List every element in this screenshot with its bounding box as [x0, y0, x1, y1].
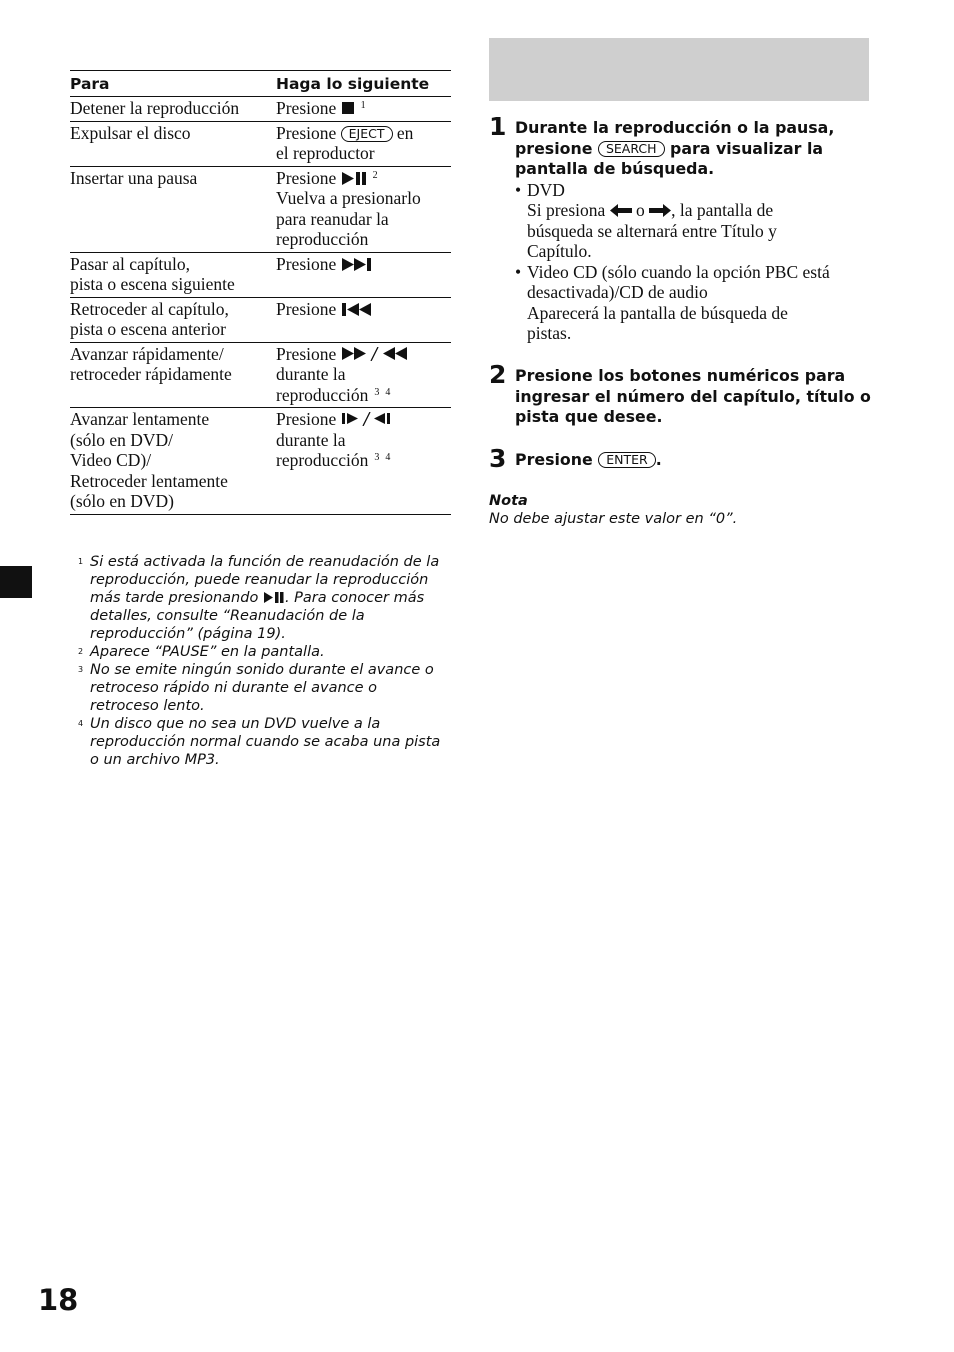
- footnote-ref: 2: [372, 169, 378, 181]
- previous-track-icon: [341, 303, 375, 316]
- play-pause-icon: [263, 592, 285, 603]
- row-instruction: para reanudar la: [276, 208, 389, 229]
- footnote-ref: 1: [360, 100, 366, 111]
- footnote-2: 2 Aparece “PAUSE” en la pantalla.: [78, 644, 325, 660]
- footnotes: [76, 553, 456, 769]
- row-instruction: Presione: [276, 298, 337, 319]
- footnote-ref: 4: [385, 452, 391, 463]
- footnote-ref: 3: [374, 386, 380, 398]
- row-instruction: reproducción: [276, 384, 369, 405]
- stop-icon: [341, 102, 355, 115]
- slow-forward-reverse-icon: [341, 412, 397, 426]
- row-instruction: en: [396, 122, 414, 143]
- table-row: [70, 166, 451, 252]
- row-instruction: Presione: [276, 343, 337, 364]
- left-arrow-icon: [610, 204, 632, 217]
- footnote-3: 3 No se emite ningún sonido durante el avance o retroceso rápido ni durante el avance o retroceso lento.: [78, 662, 434, 714]
- row-instruction: durante la: [276, 364, 346, 384]
- table-row: [70, 252, 451, 297]
- footnote-ref: 3: [374, 452, 380, 463]
- enter-key: ENTER: [598, 452, 655, 468]
- section-header-band: [489, 38, 869, 101]
- note-label: Nota: [489, 493, 528, 509]
- table-row: [70, 408, 451, 515]
- row-instruction: Vuelva a presionarlo: [276, 188, 421, 208]
- row-action: Pasar al capítulo,: [70, 253, 191, 274]
- row-instruction: Presione: [276, 122, 337, 143]
- step-3: 3 Presione ENTER .: [489, 444, 662, 473]
- row-action: (sólo en DVD/: [70, 429, 174, 450]
- step-1: 1 Durante la reproducción o la pausa, presione SEARCH para visualizar la pantalla de búsqueda. • DVD Si presiona o , la pantalla de búsqueda se alternará entre Título y Capítulo. • Video CD (sólo cuando la opción PBC está desactivada)/CD de audio Aparecerá la pantalla de búsqueda de pistas.: [489, 118, 871, 344]
- row-instruction: durante la: [276, 429, 346, 450]
- list-item: • Video CD (sólo cuando la opción PBC está desactivada)/CD de audio Aparecerá la pantalla de búsqueda de pistas.: [515, 261, 830, 343]
- section-tab-marker: [0, 566, 32, 598]
- step-number: 1: [489, 112, 507, 141]
- row-action: Retroceder lentamente: [70, 470, 228, 491]
- play-pause-icon: [341, 172, 367, 185]
- row-action: pista o escena anterior: [70, 319, 226, 339]
- next-track-icon: [341, 258, 375, 271]
- note-text: No debe ajustar este valor en “0”.: [489, 511, 738, 527]
- table-row: [70, 121, 451, 166]
- search-key: SEARCH: [598, 141, 665, 157]
- row-action: retroceder rápidamente: [70, 364, 232, 384]
- row-action: Insertar una pausa: [70, 167, 198, 188]
- row-action: Detener la reproducción: [70, 98, 240, 118]
- row-instruction: Presione: [276, 409, 337, 429]
- header-para: Para: [70, 71, 276, 97]
- row-action: Expulsar el disco: [70, 122, 191, 143]
- row-instruction: Presione: [276, 253, 337, 274]
- fast-forward-rewind-icon: [341, 347, 415, 361]
- table-row: [70, 297, 451, 342]
- row-action: (sólo en DVD): [70, 491, 175, 511]
- note: [489, 492, 737, 528]
- row-instruction: el reproductor: [276, 143, 375, 163]
- row-action: Video CD)/: [70, 450, 152, 470]
- table-row: [70, 342, 451, 408]
- table-header-row: [70, 71, 451, 97]
- footnote-1: 1 Si está activada la función de reanudación de la reproducción, puede reanudar la reproducción más tarde presionando . Para conocer más detalles, consulte “Reanudación de la reproducción” (página 19).: [78, 554, 440, 642]
- controls-table: [70, 70, 451, 515]
- row-action: Retroceder al capítulo,: [70, 298, 229, 319]
- row-instruction: Presione: [276, 167, 337, 188]
- footnote-4: 4 Un disco que no sea un DVD vuelve a la reproducción normal cuando se acaba una pista o un archivo MP3.: [78, 716, 441, 768]
- right-arrow-icon: [649, 204, 671, 217]
- page-number: 18: [38, 1283, 79, 1317]
- row-action: pista o escena siguiente: [70, 274, 235, 294]
- header-haga: Haga lo siguiente: [276, 71, 451, 97]
- list-item: • DVD: [515, 179, 565, 200]
- footnote-ref: 4: [385, 386, 391, 398]
- row-instruction: reproducción: [276, 450, 369, 470]
- step-2: 2 Presione los botones numéricos para ingresar el número del capítulo, título o pista que desee.: [489, 360, 871, 426]
- row-instruction: reproducción: [276, 229, 369, 249]
- step-number: 2: [489, 360, 507, 389]
- row-action: Avanzar rápidamente/: [70, 343, 224, 364]
- eject-key: EJECT: [341, 126, 393, 142]
- row-instruction: Presione: [276, 98, 337, 118]
- table-row: [70, 97, 451, 122]
- row-action: Avanzar lentamente: [70, 409, 210, 429]
- step-number: 3: [489, 444, 507, 473]
